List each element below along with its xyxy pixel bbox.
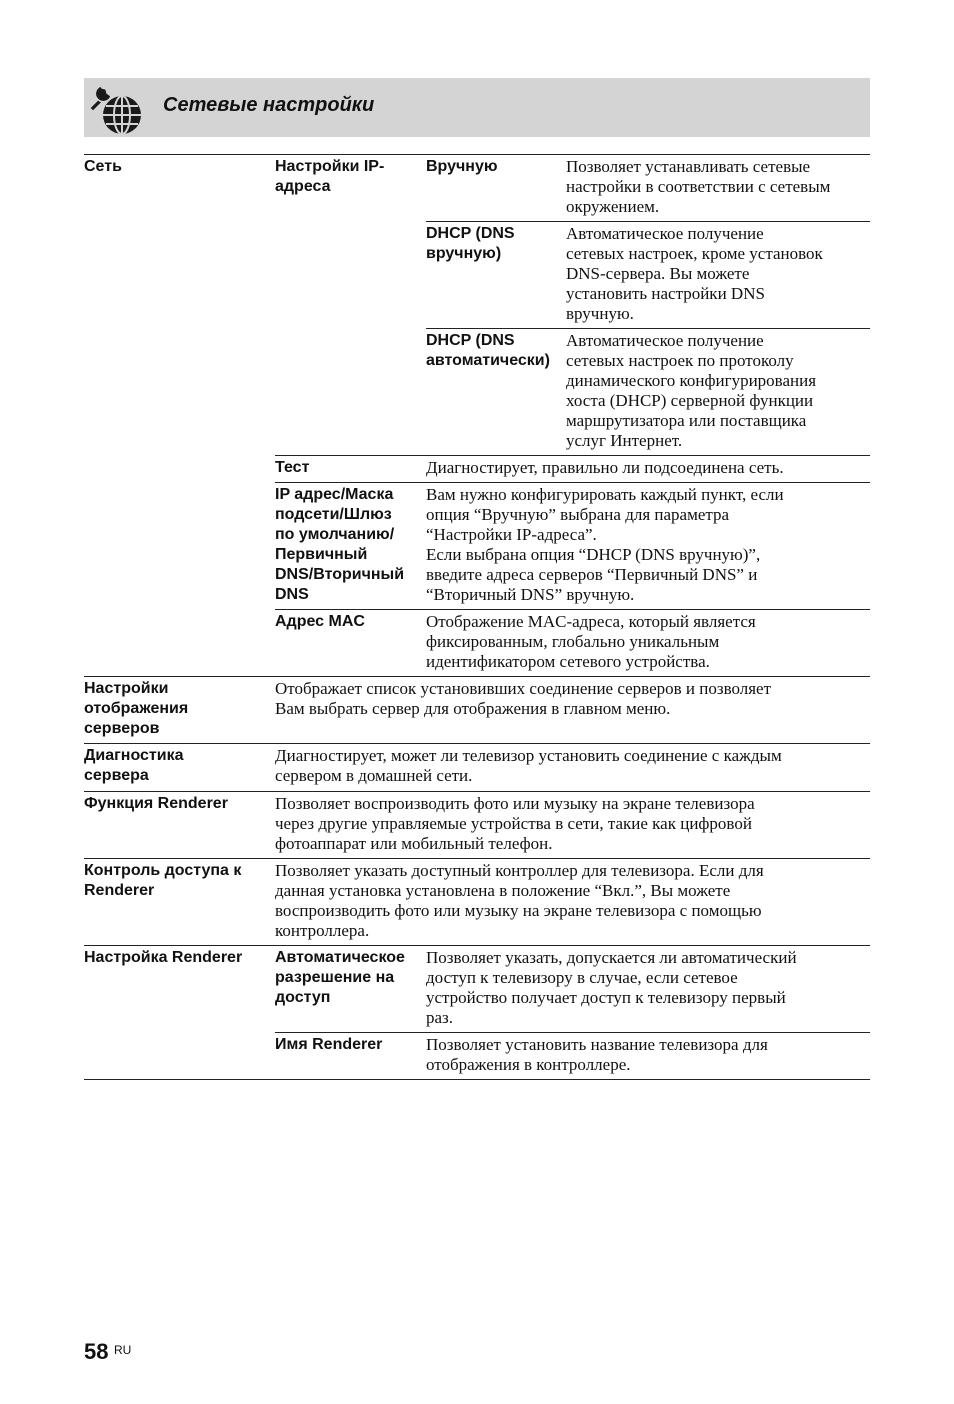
sub-desc-ip-address: Вам нужно конфигурировать каждый пункт, если опция “Вручную” выбрана для параметра “Настройки IP-адреса”. Если выбрана опция “DHCP (DNS вручную)”, введите адреса серверов “Первичный DNS” и “Вторичный DNS” вручную. xyxy=(426,485,784,604)
row-divider xyxy=(275,482,870,483)
option-desc-manual: Позволяет устанавливать сетевые настройки в соответствии с сетевым окружением. xyxy=(566,157,831,216)
sub-label-test: Тест xyxy=(275,459,310,476)
page-language: RU xyxy=(114,1343,132,1357)
row-label-server-diag: Диагностика сервера xyxy=(84,747,184,784)
row-label-network: Сеть xyxy=(84,158,122,175)
row-desc-server-diag: Диагностирует, может ли телевизор установить соединение с каждым сервером в домашней сети. xyxy=(275,746,782,785)
row-divider xyxy=(84,676,870,677)
sub-label-auto-access: Автоматическое разрешение на доступ xyxy=(275,949,405,1006)
page-number: 58 xyxy=(84,1339,109,1364)
row-label-renderer-func: Функция Renderer xyxy=(84,795,228,812)
row-divider xyxy=(84,945,870,946)
row-desc-server-display: Отображает список установивших соединение серверов и позволяет Вам выбрать сервер для отображения в главном меню. xyxy=(275,679,772,718)
sub-desc-mac: Отображение MAC-адреса, который является фиксированным, глобально уникальным идентификатором сетевого устройства. xyxy=(426,612,756,671)
option-label-dhcp-auto: DHCP (DNS автоматически) xyxy=(426,332,550,369)
row-divider xyxy=(275,455,870,456)
row-divider xyxy=(275,1032,870,1033)
row-divider xyxy=(275,609,870,610)
sub-desc-test: Диагностирует, правильно ли подсоединена сеть. xyxy=(426,458,784,477)
sub-label-ip-settings: Настройки IP- адреса xyxy=(275,158,385,195)
table-top-rule xyxy=(84,154,870,155)
section-header xyxy=(84,78,870,137)
section-title: Сетевые настройки xyxy=(163,94,375,116)
row-divider xyxy=(84,743,870,744)
row-label-renderer-setup: Настройка Renderer xyxy=(84,949,243,966)
sub-desc-auto-access: Позволяет указать, допускается ли автоматический доступ к телевизору в случае, если сетевое устройство получает доступ к телевизору первый раз. xyxy=(426,948,797,1027)
option-label-manual: Вручную xyxy=(426,158,498,175)
row-label-renderer-access: Контроль доступа к Renderer xyxy=(84,862,242,899)
row-divider xyxy=(426,328,870,329)
row-divider xyxy=(84,791,870,792)
option-desc-dhcp-manual: Автоматическое получение сетевых настроек, кроме установок DNS-сервера. Вы можете установить настройки DNS вручную. xyxy=(566,224,823,323)
wrench-globe-icon xyxy=(84,78,146,137)
option-label-dhcp-manual: DHCP (DNS вручную) xyxy=(426,225,515,262)
row-divider xyxy=(426,221,870,222)
sub-label-ip-address: IP адрес/Маска подсети/Шлюз по умолчанию/ Первичный DNS/Вторичный DNS xyxy=(275,486,405,603)
table-bottom-rule xyxy=(84,1079,870,1080)
row-desc-renderer-func: Позволяет воспроизводить фото или музыку на экране телевизора через другие управляемые устройства в сети, такие как цифровой фотоаппарат или мобильный телефон. xyxy=(275,794,755,853)
row-label-server-display: Настройки отображения серверов xyxy=(84,680,189,737)
row-desc-renderer-access: Позволяет указать доступный контроллер для телевизора. Если для данная установка установлена в положение “Вкл.”, Вы можете воспроизводить фото или музыку на экране телевизора с помощью контроллера. xyxy=(275,861,764,940)
row-divider xyxy=(84,858,870,859)
sub-desc-renderer-name: Позволяет установить название телевизора для отображения в контроллере. xyxy=(426,1035,768,1074)
sub-label-renderer-name: Имя Renderer xyxy=(275,1036,383,1053)
option-desc-dhcp-auto: Автоматическое получение сетевых настроек по протоколу динамического конфигурирования хоста (DHCP) серверной функции маршрутизатора или поставщика услуг Интернет. xyxy=(566,331,817,450)
sub-label-mac: Адрес MAC xyxy=(275,613,365,630)
